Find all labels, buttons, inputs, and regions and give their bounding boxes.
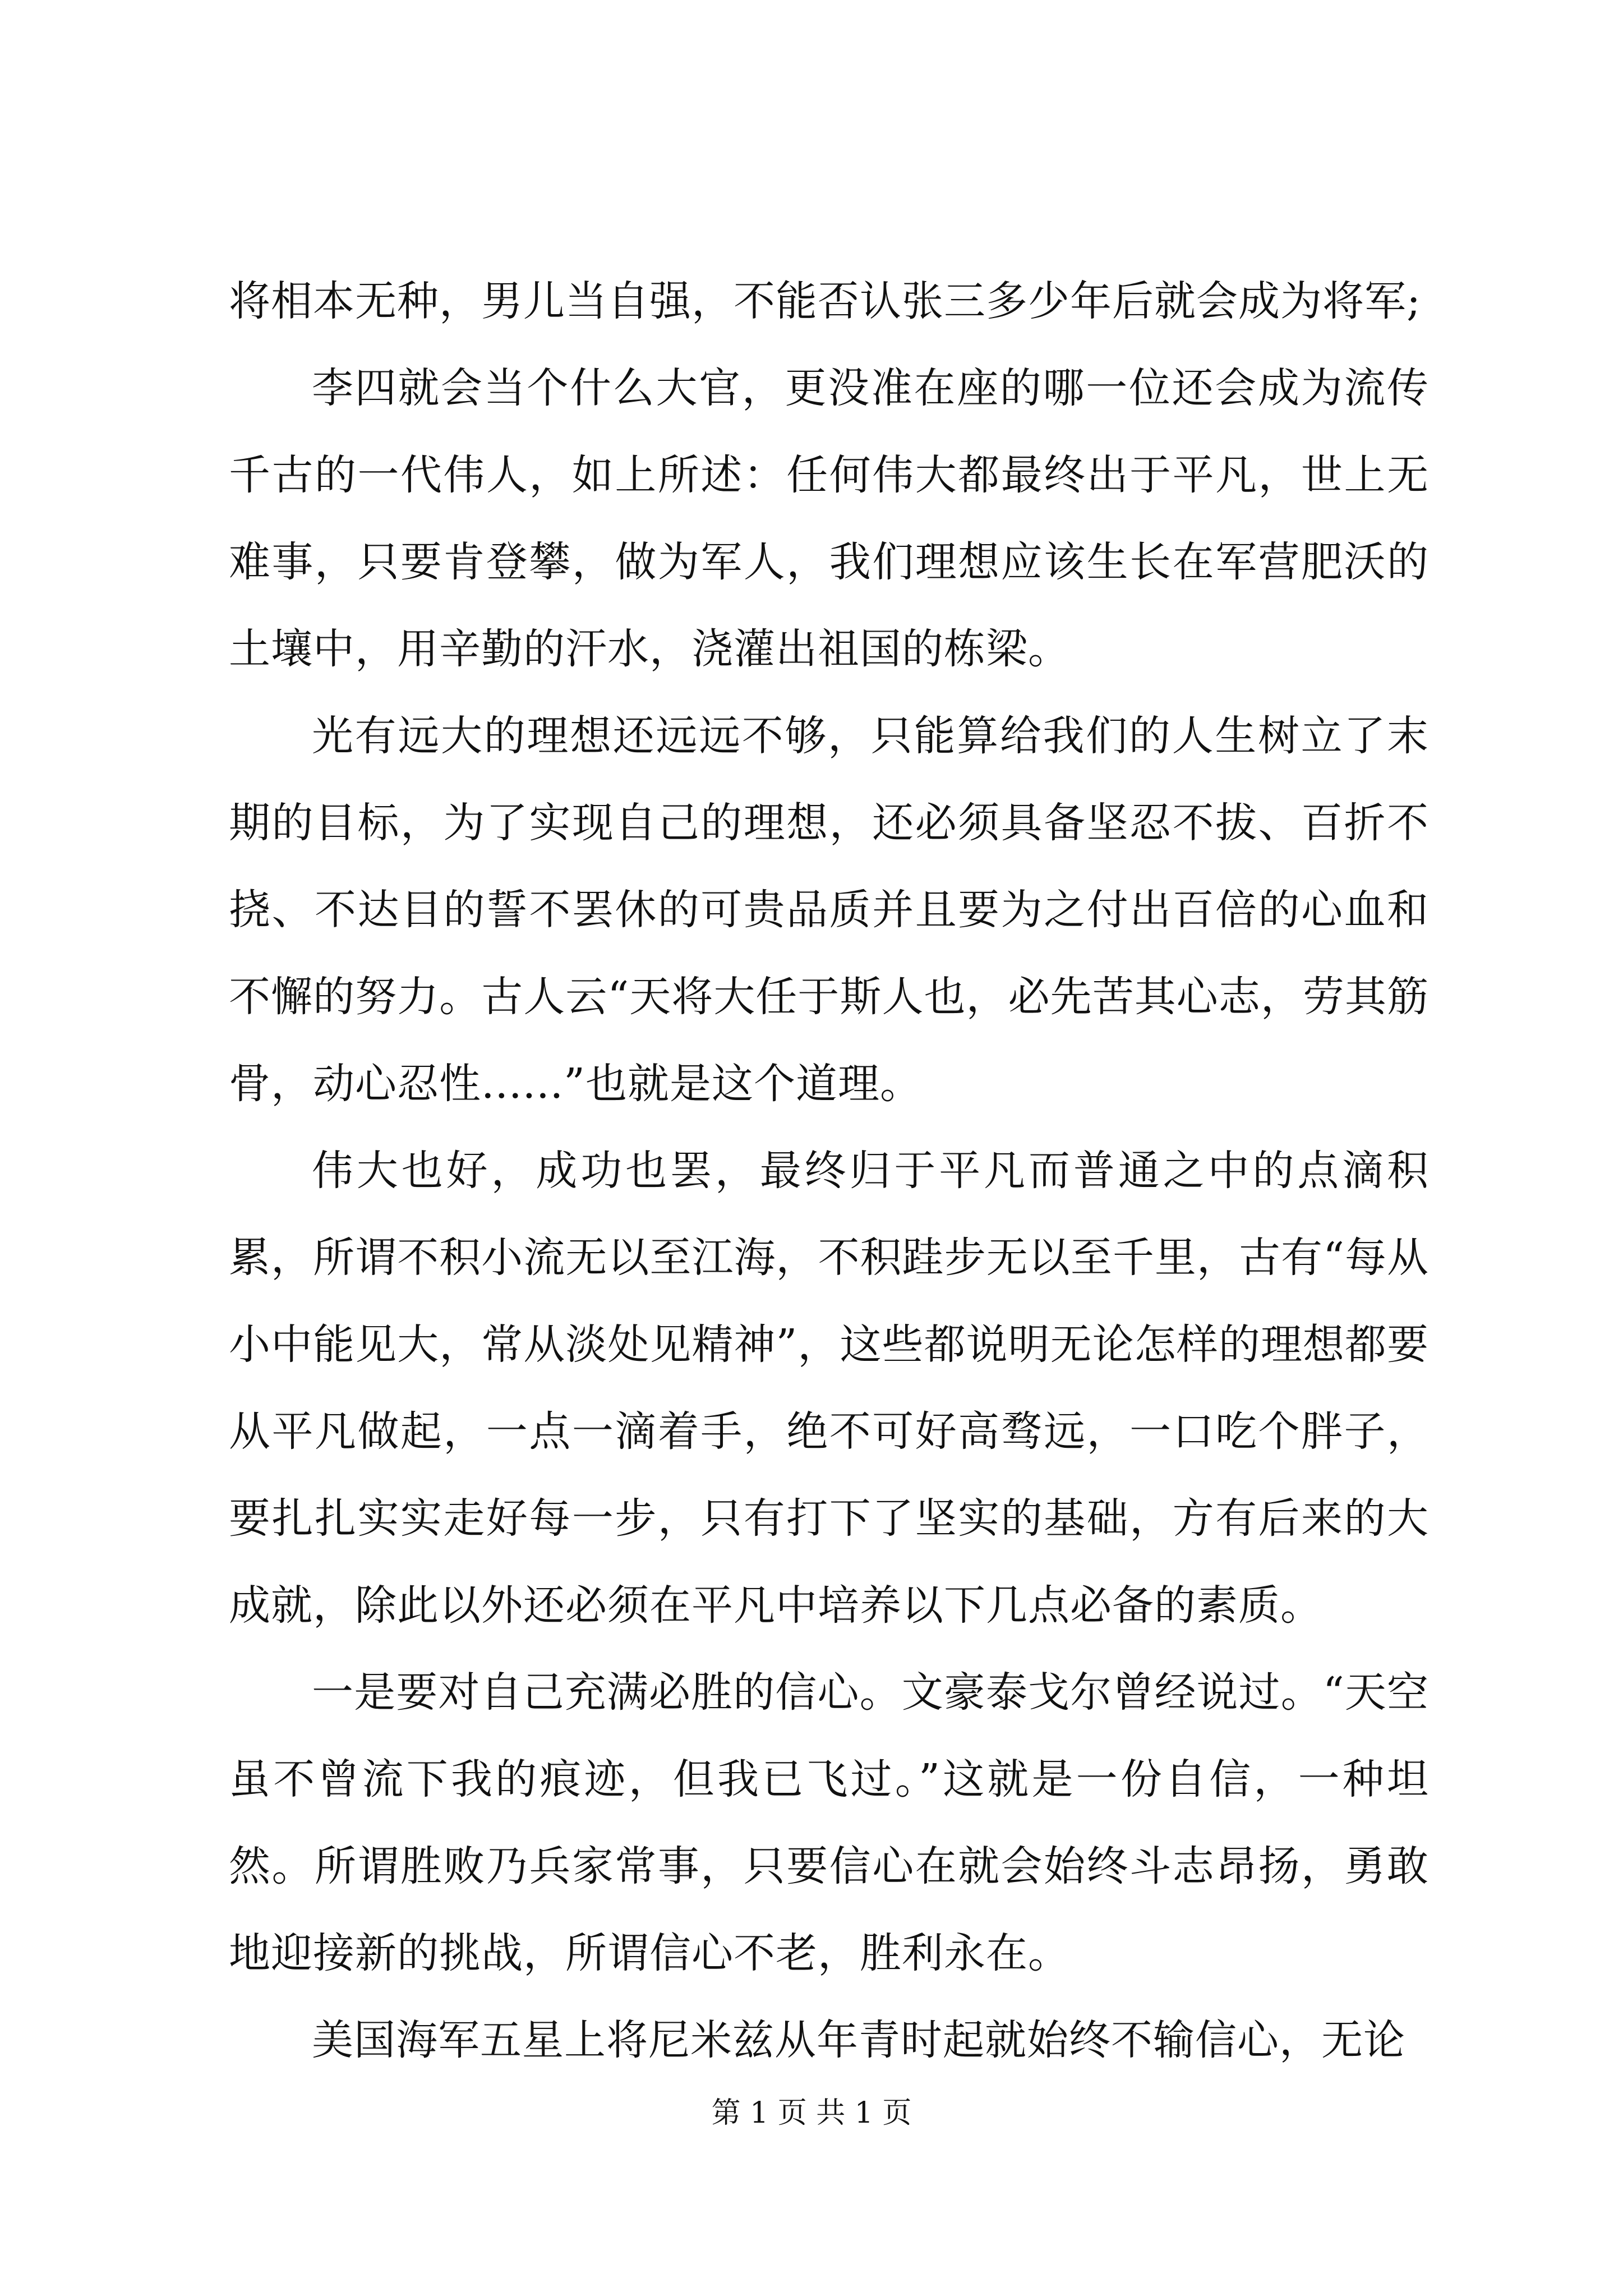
paragraph-3: 光有远大的理想还远远不够，只能算给我们的人生树立了末期的目标，为了实现自己的理想，还必须具备坚忍不拔、百折不挠、不达目的誓不罢休的可贵品质并且要为之付出百倍的心血和不懈的努力。古人云“天将大任于斯人也，必先苦其心志，劳其筋骨，动心忍性......”也就是这个道理。 bbox=[229, 712, 1429, 1108]
document-body bbox=[229, 258, 1429, 2084]
paragraph-1: 将相本无种，男儿当自强，不能否认张三多少年后就会成为将军; bbox=[229, 277, 1421, 325]
paragraph-6: 美国海军五星上将尼米兹从年青时起就始终不输信心，无论 bbox=[312, 2016, 1405, 2064]
paragraph-4: 伟大也好，成功也罢，最终归于平凡而普通之中的点滴积累，所谓不积小流无以至江海，不积跬步无以至千里，古有“每从小中能见大，常从淡处见精神”，这些都说明无论怎样的理想都要从平凡做起，一点一滴着手，绝不可好高骛远，一口吃个胖子，要扎扎实实走好每一步，只有打下了坚实的基础，方有后来的大成就，除此以外还必须在平凡中培养以下几点必备的素质。 bbox=[229, 1147, 1429, 1630]
page-footer: 第 1 页 共 1 页 bbox=[711, 2096, 912, 2130]
paragraph-5: 一是要对自己充满必胜的信心。文豪泰戈尔曾经说过。“天空虽不曾流下我的痕迹，但我已飞过。”这就是一份自信，一种坦然。所谓胜败乃兵家常事，只要信心在就会始终斗志昂扬，勇敢地迎接新的挑战，所谓信心不老，胜利永在。 bbox=[229, 1668, 1429, 1977]
paragraph-2: 李四就会当个什么大官，更没准在座的哪一位还会成为流传千古的一代伟人，如上所述：任何伟大都最终出于平凡，世上无难事，只要肯登攀，做为军人，我们理想应该生长在军营肥沃的土壤中，用辛勤的汗水，浇灌出祖国的栋梁。 bbox=[229, 364, 1429, 673]
